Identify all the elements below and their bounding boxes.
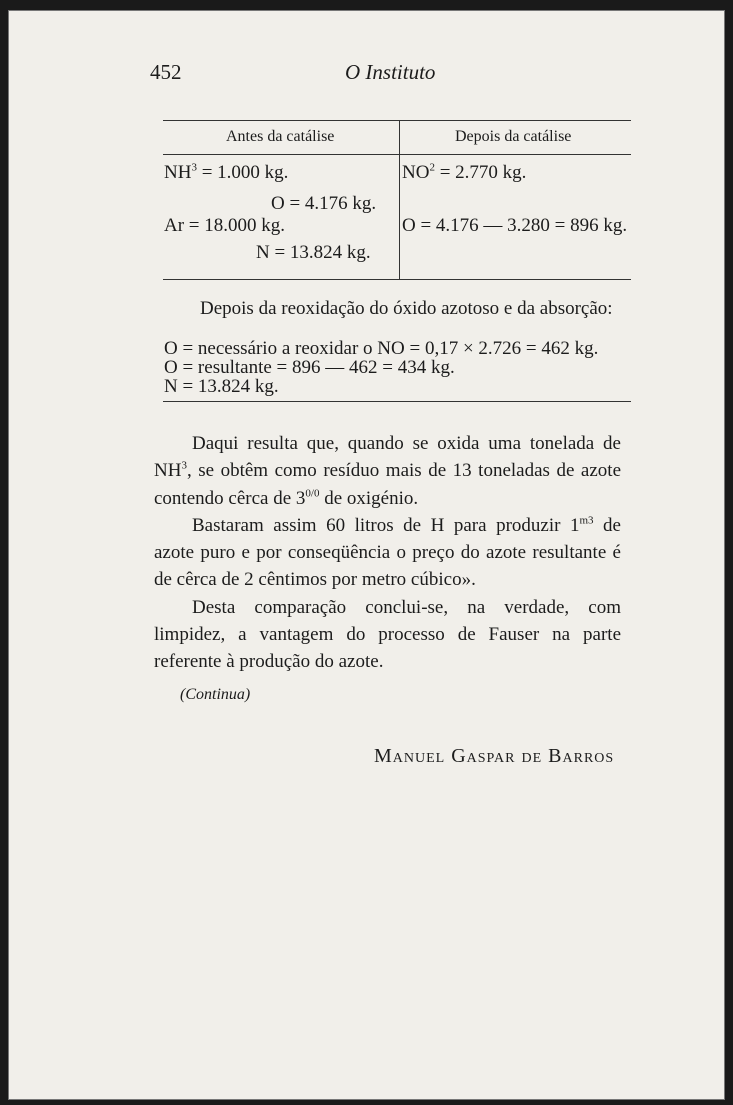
paragraph-1-part-c: de oxigénio. (319, 487, 419, 509)
paragraph-1 (154, 430, 621, 512)
table-header-rule-right (399, 154, 631, 155)
reoxidation-line-2: O = resultante = 896 — 462 = 434 kg. (164, 357, 455, 378)
section-bottom-rule (163, 401, 631, 402)
table-n-line: N = 13.824 kg. (256, 242, 371, 263)
no2-formula: NO (402, 162, 430, 183)
reoxidation-line-1: O = necessário a reoxidar o NO = 0,17 × 2.726 = 462 kg. (164, 338, 599, 359)
continua-note: (Continua) (180, 686, 251, 703)
table-header-rule-left (163, 154, 399, 155)
paragraph-3: Desta comparação conclui-se, na verdade, com limpidez, a vantagem do processo de Fauser na parte referente à produção do azote. (154, 596, 621, 673)
paragraph-2-part-b: de azote puro e por conseqüência o preço do azote resultante é de cêrca de 2 cêntimos por metro cúbico». (154, 514, 621, 591)
paragraph-2-part-a: Bastaram assim 60 litros de H para produzir 1 (192, 514, 580, 536)
paragraph-1-part-a: Daqui resulta que, quando se oxida uma tonelada de NH (154, 433, 621, 482)
table-ar-line: Ar = 18.000 kg. (164, 215, 286, 236)
paragraph-2 (154, 512, 621, 594)
no2-subscript: 2 (429, 161, 435, 174)
table-column-divider (399, 121, 400, 279)
running-title: O Instituto (345, 60, 436, 84)
reoxidation-line-3: N = 13.824 kg. (164, 376, 279, 397)
table-header-before: Antes da catálise (226, 128, 335, 145)
body-text (154, 430, 621, 676)
nh3-value: = 1.000 kg. (196, 162, 289, 183)
table-after-o-line: O = 4.176 — 3.280 = 896 kg. (402, 215, 628, 236)
nh3-formula: NH (164, 162, 192, 183)
percent-sign: 0/0 (305, 487, 320, 500)
paragraph-1-part-b: , se obtêm como resíduo mais de 13 toneladas de azote contendo cêrca de 3 (154, 460, 621, 509)
table-header-after: Depois da catálise (455, 128, 572, 145)
paragraph-1-superscript: 3 (181, 459, 187, 472)
no2-value: = 2.770 kg. (434, 162, 527, 183)
paragraph-2-superscript: m3 (579, 514, 594, 527)
table-bottom-rule (163, 279, 631, 280)
page-number: 452 (150, 60, 182, 84)
table-o-line: O = 4.176 kg. (271, 193, 377, 214)
author-signature (374, 745, 614, 768)
table-no2-line (402, 162, 526, 184)
table-nh3-line (164, 162, 288, 184)
table-top-rule (163, 120, 631, 121)
reoxidation-heading: Depois da reoxidação do óxido azotoso e da absorção: (200, 298, 613, 319)
author-name: Manuel Gaspar de Barros (374, 745, 615, 767)
nh3-subscript: 3 (191, 161, 197, 174)
